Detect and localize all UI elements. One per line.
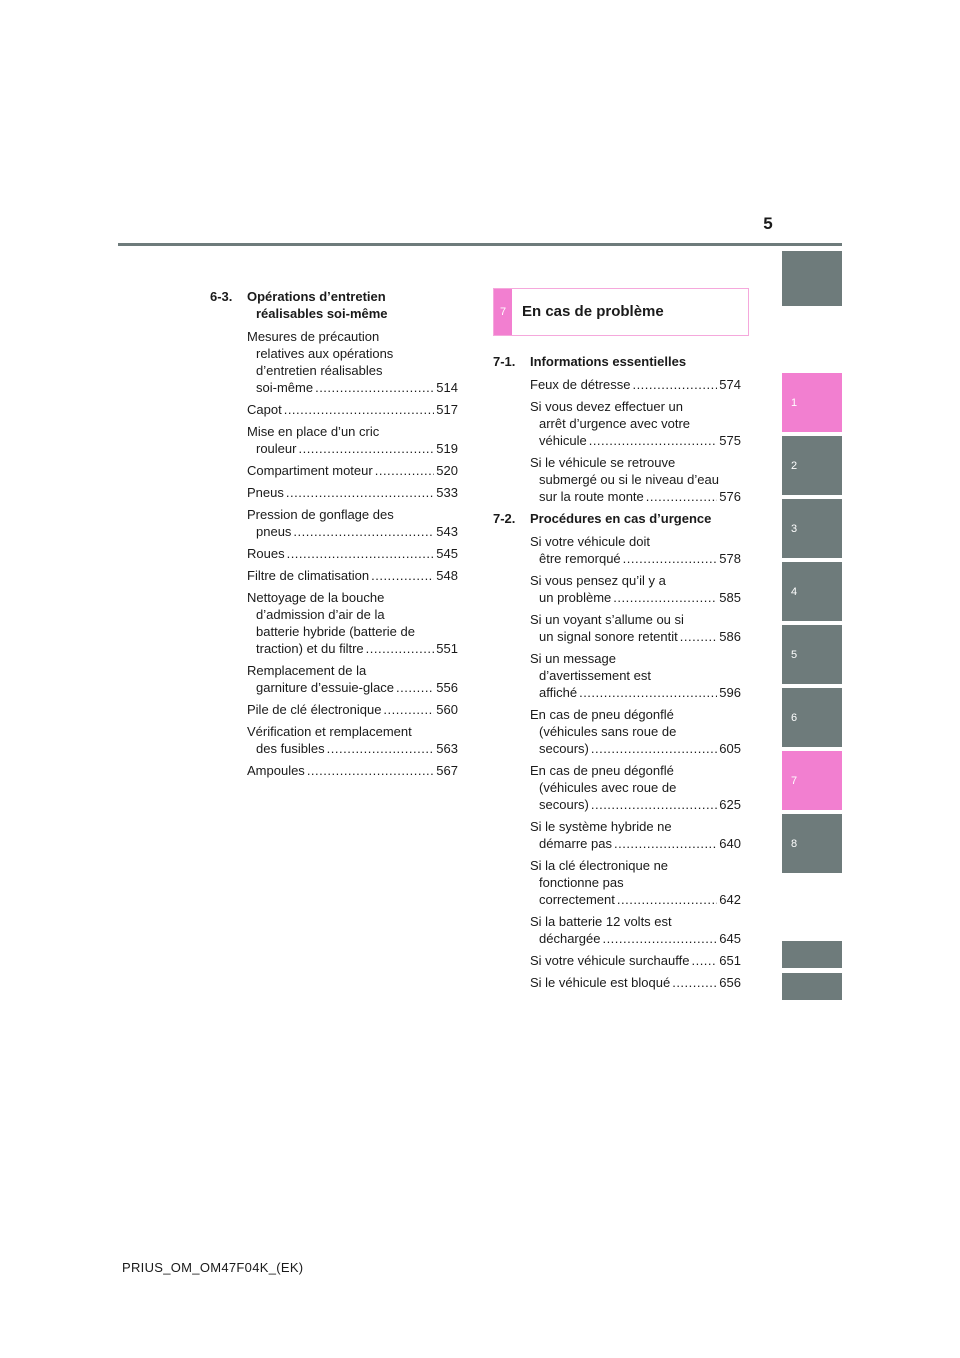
dot-leader — [632, 376, 717, 393]
toc-entry-line: (véhicules avec roue de — [539, 780, 677, 795]
toc-entry[interactable] — [530, 533, 741, 567]
dot-leader — [307, 762, 434, 779]
dot-leader — [375, 462, 435, 479]
toc-entry-line: Si la clé électronique ne — [530, 858, 669, 873]
side-tab-label: 1 — [791, 396, 798, 409]
side-tab[interactable] — [782, 562, 842, 621]
toc-entry-line: sur la route monte — [539, 489, 644, 504]
toc-entry-line: Pile de clé électronique — [247, 702, 382, 717]
dot-leader — [591, 796, 717, 813]
side-tab[interactable] — [782, 625, 842, 684]
page-ref: 576 — [719, 489, 741, 504]
page-ref: 551 — [436, 641, 458, 656]
page-ref: 548 — [436, 568, 458, 583]
toc-entry-line: correctement — [539, 892, 615, 907]
page-ref: 560 — [436, 702, 458, 717]
page-ref: 520 — [436, 463, 458, 478]
dot-leader — [287, 545, 435, 562]
toc-entry-line: Si un voyant s’allume ou si — [530, 612, 684, 627]
chapter-number: 7 — [494, 289, 512, 335]
toc-entry[interactable] — [247, 589, 458, 657]
dot-leader — [293, 523, 434, 540]
dot-leader — [327, 740, 435, 757]
dot-leader — [315, 379, 434, 396]
side-tab-label: 7 — [791, 774, 798, 787]
dot-leader — [286, 484, 434, 501]
toc-entry-line: Filtre de climatisation — [247, 568, 370, 583]
page-ref: 605 — [719, 741, 741, 756]
toc-entry[interactable] — [247, 701, 458, 718]
side-tab-label: 5 — [791, 648, 798, 661]
dot-leader — [371, 567, 434, 584]
toc-entry[interactable] — [530, 974, 741, 991]
dot-leader — [366, 640, 435, 657]
toc-entry[interactable] — [247, 328, 458, 396]
toc-entry-line: rouleur — [256, 441, 297, 456]
toc-entry-line: Si vous devez effectuer un — [530, 399, 683, 414]
toc-entry[interactable] — [530, 650, 741, 701]
dot-leader — [589, 432, 718, 449]
toc-entry-line: relatives aux opérations — [256, 346, 394, 361]
side-tab[interactable] — [782, 436, 842, 495]
page-ref: 596 — [719, 685, 741, 700]
toc-entry[interactable] — [530, 913, 741, 947]
toc-entry-line: soi-même — [256, 380, 314, 395]
page-ref: 514 — [436, 380, 458, 395]
toc-section-6-3[interactable] — [210, 288, 458, 322]
toc-entry[interactable] — [530, 857, 741, 908]
dot-leader — [646, 488, 718, 505]
dot-leader — [579, 684, 717, 701]
toc-entry[interactable] — [247, 506, 458, 540]
toc-entry[interactable] — [530, 952, 741, 969]
chapter-title: En cas de problème — [522, 303, 664, 320]
dot-leader — [623, 550, 718, 567]
toc-entry[interactable] — [247, 462, 458, 479]
toc-entry[interactable] — [530, 398, 741, 449]
section-number: 7-1. — [493, 354, 516, 369]
toc-entry-line: (véhicules sans roue de — [539, 724, 677, 739]
toc-entry[interactable] — [530, 611, 741, 645]
toc-entry-line: déchargée — [539, 931, 601, 946]
section-title: Informations essentielles — [530, 354, 687, 369]
toc-entry[interactable] — [530, 454, 741, 505]
toc-entry-line: Mise en place d’un cric — [247, 424, 380, 439]
toc-entry-line: secours) — [539, 741, 589, 756]
toc-entry-line: Nettoyage de la bouche — [247, 590, 385, 605]
toc-entry-line: être remorqué — [539, 551, 621, 566]
toc-entry-line: Si votre véhicule doit — [530, 534, 650, 549]
side-tab[interactable] — [782, 941, 842, 968]
page-ref: 517 — [436, 402, 458, 417]
side-tab[interactable] — [782, 814, 842, 873]
toc-entry-line: traction) et du filtre — [256, 641, 364, 656]
toc-entry-line: démarre pas — [539, 836, 612, 851]
toc-entry[interactable] — [530, 376, 741, 393]
dot-leader — [617, 891, 717, 908]
dot-leader — [680, 628, 718, 645]
side-tab[interactable] — [782, 373, 842, 432]
side-tab-label: 2 — [791, 459, 798, 472]
section-title: Procédures en cas d’urgence — [530, 511, 712, 526]
page-ref: 640 — [719, 836, 741, 851]
toc-entry-line: secours) — [539, 797, 589, 812]
side-tab-label: 8 — [791, 837, 798, 850]
side-tab-label: 6 — [791, 711, 798, 724]
toc-entry[interactable] — [247, 401, 458, 418]
toc-entry[interactable] — [530, 762, 741, 813]
toc-entry-line: Compartiment moteur — [247, 463, 373, 478]
side-tab[interactable] — [782, 688, 842, 747]
dot-leader — [591, 740, 717, 757]
dot-leader — [691, 952, 717, 969]
toc-entry-line: Pression de gonflage des — [247, 507, 394, 522]
toc-entry-line: véhicule — [539, 433, 587, 448]
toc-entry-line: Roues — [247, 546, 285, 561]
page-ref: 656 — [719, 975, 741, 990]
page-ref: 574 — [719, 377, 741, 392]
toc-entry-line: Feux de détresse — [530, 377, 631, 392]
toc-entry-line: Si le véhicule se retrouve — [530, 455, 676, 470]
toc-entry-line: Si le système hybride ne — [530, 819, 672, 834]
section-title-line: réalisables soi-même — [256, 306, 388, 321]
toc-section[interactable] — [493, 353, 741, 370]
toc-entry-line: des fusibles — [256, 741, 325, 756]
toc-entry-line: Si un message — [530, 651, 616, 666]
toc-entries — [493, 533, 741, 991]
page-ref: 585 — [719, 590, 741, 605]
page-ref: 651 — [719, 953, 741, 968]
toc-entry[interactable] — [247, 723, 458, 757]
page-ref: 567 — [436, 763, 458, 778]
toc-entry-line: pneus — [256, 524, 292, 539]
page-ref: 586 — [719, 629, 741, 644]
page-ref: 519 — [436, 441, 458, 456]
toc-entry[interactable] — [247, 484, 458, 501]
toc-entry-line: Mesures de précaution — [247, 329, 380, 344]
document-footer: PRIUS_OM_OM47F04K_(EK) — [122, 1260, 304, 1275]
toc-entry-line: fonctionne pas — [539, 875, 624, 890]
section-title-line: Opérations d’entretien — [247, 289, 386, 304]
toc-entry-line: En cas de pneu dégonflé — [530, 707, 674, 722]
section-number: 7-2. — [493, 511, 516, 526]
section-number: 6-3. — [210, 289, 233, 304]
dot-leader — [602, 930, 717, 947]
toc-left-column — [210, 288, 458, 784]
toc-right-column — [493, 353, 741, 996]
toc-entry[interactable] — [530, 572, 741, 606]
dot-leader — [613, 589, 717, 606]
side-tab-label: 4 — [791, 585, 798, 598]
toc-entry-line: Capot — [247, 402, 282, 417]
side-tab[interactable] — [782, 499, 842, 558]
dot-leader — [672, 974, 717, 991]
dot-leader — [614, 835, 717, 852]
toc-entry[interactable] — [247, 423, 458, 457]
toc-entry[interactable] — [247, 567, 458, 584]
toc-entry-line: Si votre véhicule surchauffe — [530, 953, 690, 968]
page-ref: 645 — [719, 931, 741, 946]
page-ref: 545 — [436, 546, 458, 561]
page-ref: 563 — [436, 741, 458, 756]
toc-entry-line: affiché — [539, 685, 578, 700]
toc-entry-line: Ampoules — [247, 763, 305, 778]
toc-entry-line: d’admission d’air de la — [256, 607, 385, 622]
page-ref: 543 — [436, 524, 458, 539]
page-ref: 578 — [719, 551, 741, 566]
side-tab[interactable] — [782, 751, 842, 810]
page-ref: 642 — [719, 892, 741, 907]
toc-entry-line: Si vous pensez qu’il y a — [530, 573, 666, 588]
toc-entries — [493, 376, 741, 505]
toc-entry-line: En cas de pneu dégonflé — [530, 763, 674, 778]
toc-entry-line: Si le véhicule est bloqué — [530, 975, 671, 990]
toc-entry-line: d’entretien réalisables — [256, 363, 383, 378]
page-ref: 625 — [719, 797, 741, 812]
page-number: 5 — [763, 214, 773, 233]
toc-entry-line: garniture d’essuie-glace — [256, 680, 395, 695]
toc-entry-line: Pneus — [247, 485, 284, 500]
toc-entry[interactable] — [530, 706, 741, 757]
toc-entry[interactable] — [530, 818, 741, 852]
toc-entry-line: Remplacement de la — [247, 663, 367, 678]
dot-leader — [396, 679, 434, 696]
dot-leader — [298, 440, 434, 457]
toc-entry-line: Vérification et remplacement — [247, 724, 412, 739]
dot-leader — [284, 401, 435, 418]
toc-entry[interactable] — [247, 762, 458, 779]
toc-entry[interactable] — [247, 662, 458, 696]
toc-entry-line: arrêt d’urgence avec votre — [539, 416, 691, 431]
toc-entry[interactable] — [247, 545, 458, 562]
toc-entry-line: Si la batterie 12 volts est — [530, 914, 672, 929]
side-tab[interactable] — [782, 973, 842, 1000]
page-ref: 533 — [436, 485, 458, 500]
toc-entry-line: un problème — [539, 590, 612, 605]
toc-entry-line: batterie hybride (batterie de — [256, 624, 415, 639]
toc-entry-line: submergé ou si le niveau d’eau — [539, 472, 719, 487]
side-tab[interactable] — [782, 251, 842, 306]
page-ref: 575 — [719, 433, 741, 448]
toc-entries — [210, 328, 458, 779]
side-tab-label: 3 — [791, 522, 798, 535]
toc-section[interactable] — [493, 510, 741, 527]
toc-entry-line: d’avertissement est — [539, 668, 651, 683]
page-ref: 556 — [436, 680, 458, 695]
chapter-header — [493, 288, 749, 336]
dot-leader — [383, 701, 434, 718]
header-rule — [118, 243, 842, 246]
toc-entry-line: un signal sonore retentit — [539, 629, 678, 644]
